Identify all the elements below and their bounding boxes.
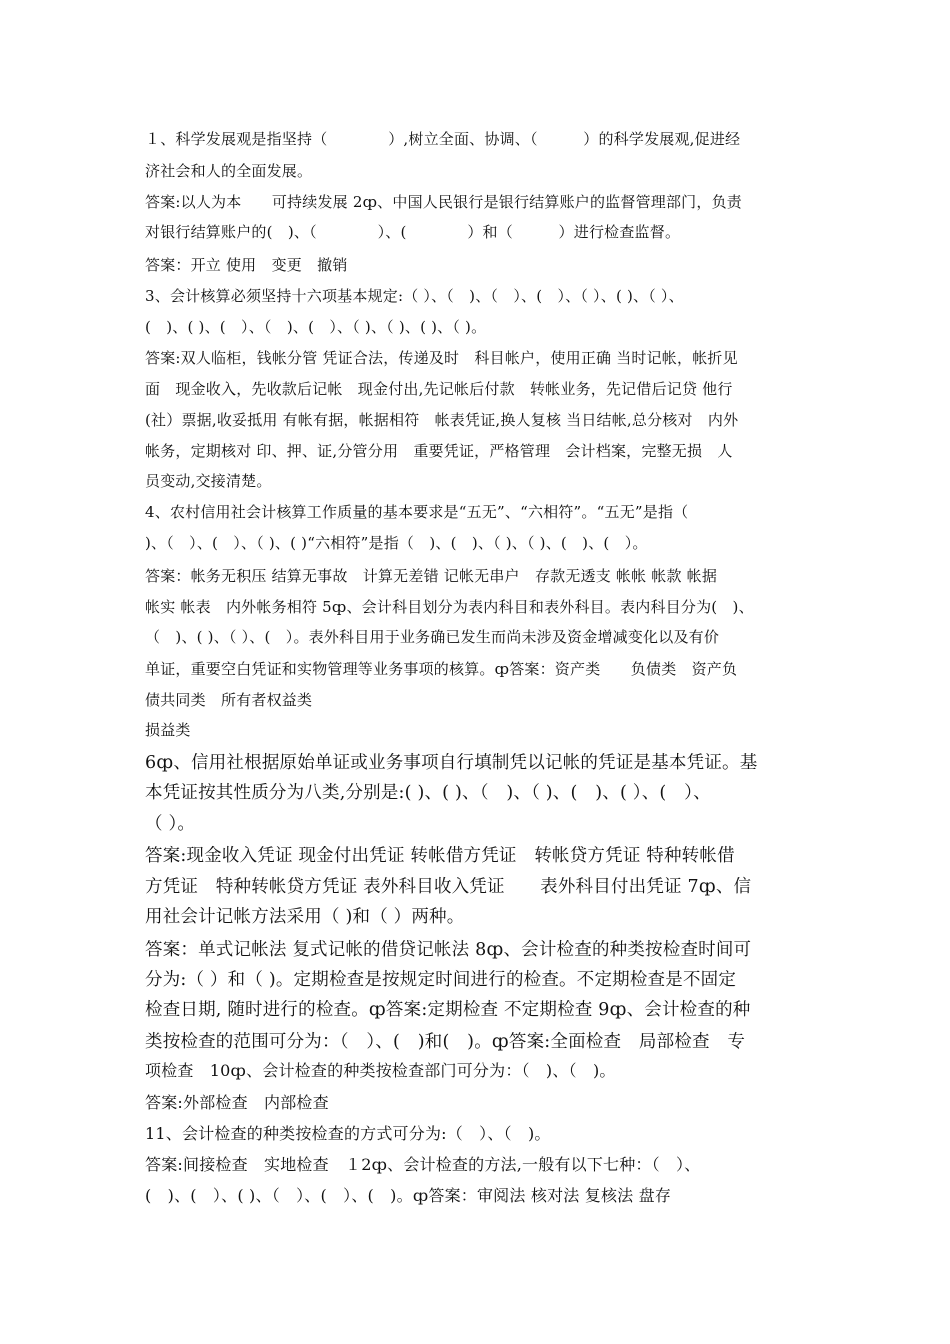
text-line: 员变动,交接清楚。 [145,472,272,490]
text-line: 方凭证 特种转帐贷方凭证 表外科目收入凭证 表外科目付出凭证 7ȹ、信 [145,877,752,897]
text-line: 对银行结算账户的( )、（ ）、( ）和（ ）进行检查监督。 [145,223,681,241]
text-line: )、（ ）、( ）、（ )、( )“六相符”是指（ )、( )、（ )、（ )、( )、( ）。 [145,534,648,552]
text-line: 答案:间接检查 实地检查 １2ȹ、会计检查的方法,一般有以下七种：（ ）、 [145,1155,701,1174]
text-line: 面 现金收入，先收款后记帐 现金付出,先记帐后付款 转帐业务，先记借后记贷 他行 [145,380,733,398]
text-line: 答案：帐务无积压 结算无事故 计算无差错 记帐无串户 存款无透支 帐帐 帐款 帐据 [145,567,718,585]
text-line: 债共同类 所有者权益类 [145,691,313,709]
text-line: （ )、( )、（ ）、( ）。表外科目用于业务确已发生而尚未涉及资金增减变化以及有价 [145,628,720,646]
text-line: 类按检查的范围可分为：（ ）、( )和( )。ȹ答案:全面检查 局部检查 专 [145,1032,746,1052]
text-line: 11、会计检查的种类按检查的方式可分为:（ ）、（ )。 [145,1124,551,1143]
text-line: 用社会计记帐方法采用（ )和（ ）两种。 [145,907,465,927]
text-line: 3、会计核算必须坚持十六项基本规定:（ ）、（ )、（ ）、( ）、（ ）、( )、（ ）、 [145,287,684,305]
text-line: １、科学发展观是指坚持（ ）,树立全面、协调、（ ）的科学发展观,促进经 [145,130,741,148]
text-line: 检查日期, 随时进行的检查。ȹ答案:定期检查 不定期检查 9ȹ、会计检查的种 [145,1000,751,1020]
text-line: 本凭证按其性质分为八类,分别是:( )、( )、（ )、（ )、( )、( ）、( ）、 [145,783,711,803]
text-line: 6ȹ、信用社根据原始单证或业务事项自行填制凭以记帐的凭证是基本凭证。基 [145,753,758,773]
text-line: 济社会和人的全面发展。 [145,162,313,180]
text-line: 单证，重要空白凭证和实物管理等业务事项的核算。ȹ答案：资产类 负债类 资产负 [145,660,738,678]
text-line: 损益类 [145,721,191,739]
text-line: 4、农村信用社会计核算工作质量的基本要求是“五无”、“六相符”。“五无”是指（ [145,503,689,521]
text-line: 答案:外部检查 内部检查 [145,1093,329,1112]
text-line: 分为:（ ）和（ )。定期检查是按规定时间进行的检查。不定期检查是不固定 [145,970,737,990]
text-line: ( )、( )、( ）、（ )、( ）、（ )、（ )、( )、（ )。 [145,318,487,336]
text-line: 答案：开立 使用 变更 撤销 [145,256,348,274]
text-line: 答案:现金收入凭证 现金付出凭证 转帐借方凭证 转帐贷方凭证 特种转帐借 [145,846,735,866]
text-line: ( )、( ）、( )、（ ）、( ）、( )。ȹ答案：审阅法 核对法 复核法 盘存 [145,1186,672,1205]
text-line: 项检查 10ȹ、会计检查的种类按检查部门可分为：（ )、（ )。 [145,1061,616,1080]
text-line: (社）票据,收妥抵用 有帐有据，帐据相符 帐表凭证,换人复核 当日结帐,总分核对 内外 [145,411,739,429]
text-line: （ ）。 [145,814,196,834]
text-line: 帐实 帐表 内外帐务相符 5ȹ、会计科目划分为表内科目和表外科目。表内科目分为( )、 [145,598,754,616]
text-line: 帐务，定期核对 印、押、证,分管分用 重要凭证，严格管理 会计档案，完整无损 人 [145,442,733,460]
text-line: 答案：单式记帐法 复式记帐的借贷记帐法 8ȹ、会计检查的种类按检查时间可 [145,940,752,960]
text-line: 答案:以人为本 可持续发展 2ȹ、中国人民银行是银行结算账户的监督管理部门，负责 [145,193,742,211]
text-line: 答案:双人临柜，钱帐分管 凭证合法，传递及时 科目帐户，使用正确 当时记帐，帐折见 [145,349,738,367]
